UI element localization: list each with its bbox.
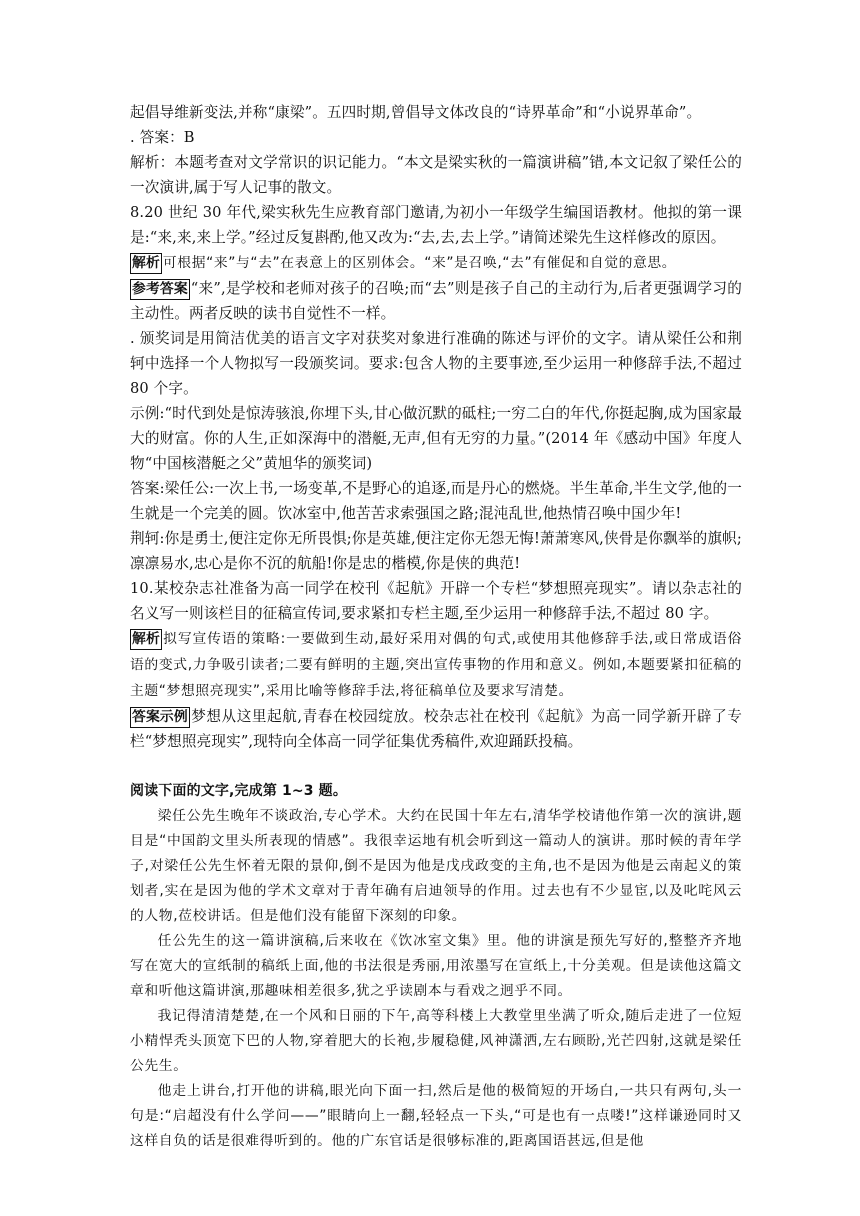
analysis-paragraph: 解析：本题考查对文学常识的识记能力。“本文是梁实秋的一篇演讲稿”错,本文记叙了梁任公的一次演讲,属于写人记事的散文。 <box>130 154 742 196</box>
paragraph: 起倡导维新变法,并称“康梁”。五四时期,曾倡导文体改良的“诗界革命”和“小说界革命”。 <box>130 104 702 121</box>
answer-text: 梦想从这里起航,青春在校园绽放。校杂志社在校刊《起航》为高一同学新开辟了专栏“梦想照亮现实”,现特向全体高一同学征集优秀稿件,欢迎踊跃投稿。 <box>130 708 742 750</box>
reading-heading: 阅读下面的文字,完成第 1~3 题。 <box>130 783 347 799</box>
answer-paragraph: 荆轲:你是勇士,便注定你无所畏惧;你是英雄,便注定你无怨无悔!萧萧寒风,侠骨是你飘举的旗帜;凛凛易水,忠心是你不沉的航船!你是忠的楷模,你是侠的典范! <box>130 530 742 572</box>
answer-line: . 答案：B <box>130 129 195 146</box>
example-paragraph: 示例:“时代到处是惊涛骇浪,你埋下头,甘心做沉默的砥柱;一穷二白的年代,你挺起胸,成为国家最大的财富。你的人生,正如深海中的潜艇,无声,但有无穷的力量。”(2014 年《感动中国》年度人物“中国核潜艇之父”黄旭华的颁奖词) <box>130 405 742 472</box>
answer-paragraph: 答案:梁任公:一次上书,一场变革,不是野心的追逐,而是丹心的燃烧。半生革命,半生文学,他的一生就是一个完美的圆。饮冰室中,他苦苦求索强国之路;混沌乱世,他热情召唤中国少年! <box>130 480 742 522</box>
answer-text: “来”,是学校和老师对孩子的召唤;而“去”则是孩子自己的主动行为,后者更强调学习的主动性。两者反映的读书自觉性不一样。 <box>130 280 742 322</box>
answer-paragraph <box>130 704 742 754</box>
reading-paragraph: 任公先生的这一篇讲演稿,后来收在《饮冰室文集》里。他的讲演是预先写好的,整整齐齐地写在宽大的宣纸制的稿纸上面,他的书法很是秀丽,用浓墨写在宣纸上,十分美观。但是读他这篇文章和听他这篇讲演,那趣味相差很多,犹之乎读剧本与看戏之迥乎不同。 <box>130 933 742 999</box>
section-gap <box>130 754 742 779</box>
reading-paragraph: 他走上讲台,打开他的讲稿,眼光向下面一扫,然后是他的极简短的开场白,一共只有两句,头一句是:“启超没有什么学问——”眼睛向上一翻,轻轻点一下头,“可是也有一点喽!”这样谦逊同时又这样自负的话是很难得听到的。他的广东官话是很够标准的,距离国语甚远,但是他 <box>130 1083 742 1149</box>
analysis-text: 拟写宣传语的策略:一要做到生动,最好采用对偶的句式,或使用其他修辞手法,或日常成语俗语的变式,力争吸引读者;二要有鲜明的主题,突出宣传事物的作用和意义。例如,本题要紧扣征稿的主题“梦想照亮现实”,采用比喻等修辞手法,将征稿单位及要求写清楚。 <box>130 631 742 699</box>
analysis-tag: 解析 <box>130 629 162 650</box>
question-9: . 颁奖词是用简洁优美的语言文字对获奖对象进行准确的陈述与评价的文字。请从梁任公和荆轲中选择一个人物拟写一段颁奖词。要求:包含人物的主要事迹,至少运用一种修辞手法,不超过 80 个字。 <box>130 330 742 397</box>
analysis-paragraph <box>130 626 742 704</box>
analysis-tag: 解析 <box>130 253 162 274</box>
document-page <box>130 100 742 1154</box>
question-10: 10.某校杂志社准备为高一同学在校刊《起航》开辟一个专栏“梦想照亮现实”。请以杂志社的名义写一则该栏目的征稿宣传词,要求紧扣专栏主题,至少运用一种修辞手法,不超过 80 字。 <box>130 580 742 622</box>
answer-tag: 参考答案 <box>130 279 190 300</box>
answer-paragraph <box>130 276 742 326</box>
reading-paragraph: 我记得清清楚楚,在一个风和日丽的下午,高等科楼上大教堂里坐满了听众,随后走进了一位短小精悍秃头顶宽下巴的人物,穿着肥大的长袍,步履稳健,风神潇洒,左右顾盼,光芒四射,这就是梁任公先生。 <box>130 1008 742 1074</box>
question-8: 8.20 世纪 30 年代,梁实秋先生应教育部门邀请,为初小一年级学生编国语教材。他拟的第一课是:“来,来,来上学。”经过反复斟酌,他又改为:“去,去,去上学。”请简述梁先生这样修改的原因。 <box>130 204 742 246</box>
answer-example-tag: 答案示例 <box>130 707 190 728</box>
analysis-paragraph <box>130 250 742 276</box>
analysis-text: 可根据“来”与“去”在表意上的区别体会。“来”是召唤,“去”有催促和自觉的意思。 <box>162 255 677 271</box>
reading-paragraph: 梁任公先生晚年不谈政治,专心学术。大约在民国十年左右,清华学校请他作第一次的演讲,题目是“中国韵文里头所表现的情感”。我很幸运地有机会听到这一篇动人的演讲。那时候的青年学子,对梁任公先生怀着无限的景仰,倒不是因为他是戊戌政变的主角,也不是因为他是云南起义的策划者,实在是因为他的学术文章对于青年确有启迪领导的作用。过去也有不少显宦,以及叱咤风云的人物,莅校讲话。但是他们没有能留下深刻的印象。 <box>130 808 742 924</box>
